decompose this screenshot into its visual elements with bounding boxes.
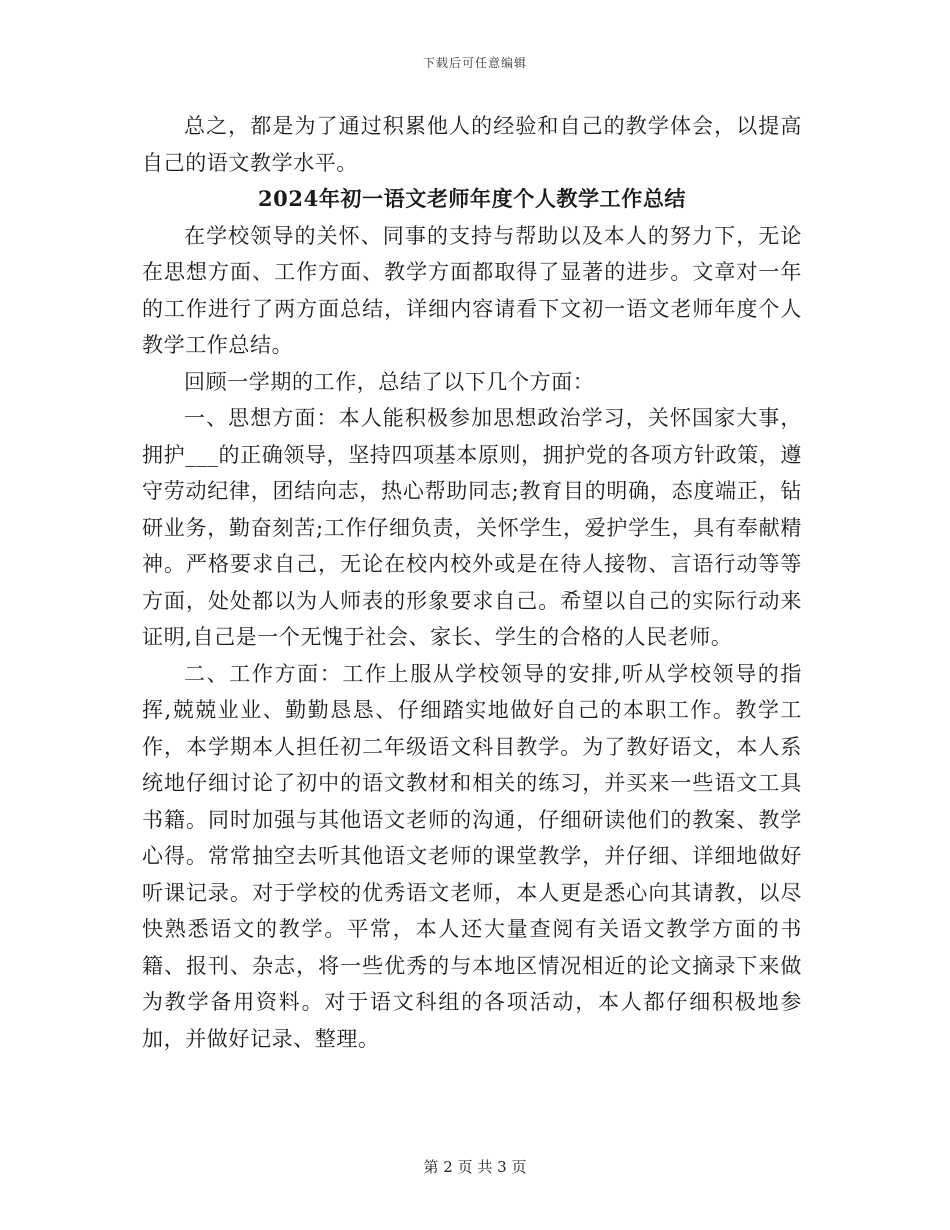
document-title: 2024年初一语文老师年度个人教学工作总结 [257, 186, 687, 211]
page-header: 下载后可任意编辑 [422, 56, 527, 70]
body-paragraph: 回顾一学期的工作，总结了以下几个方面： [184, 369, 595, 394]
page-footer: 第 2 页 共 3 页 [423, 1158, 527, 1176]
intro-paragraph: 总之，都是为了通过积累他人的经验和自己的教学体会，以提高自己的语文教学水平。 [142, 114, 802, 175]
document-body [142, 108, 802, 1057]
body-paragraph: 在学校领导的关怀、同事的支持与帮助以及本人的努力下，无论在思想方面、工作方面、教学方面都取得了显著的进步。文章对一年的工作进行了两方面总结，详细内容请看下文初一语文老师年度个人教学工作总结。 [142, 223, 802, 357]
body-paragraph: 二、工作方面：工作上服从学校领导的安排,听从学校领导的指挥,兢兢业业、勤勤恳恳、仔细踏实地做好自己的本职工作。教学工作，本学期本人担任初二年级语文科目教学。为了教好语文，本人系统地仔细讨论了初中的语文教材和相关的练习，并买来一些语文工具书籍。同时加强与其他语文老师的沟通，仔细研读他们的教案、教学心得。常常抽空去听其他语文老师的课堂教学，并仔细、详细地做好听课记录。对于学校的优秀语文老师，本人更是悉心向其请教，以尽快熟悉语文的教学。平常，本人还大量查阅有关语文教学方面的书籍、报刊、杂志，将一些优秀的与本地区情况相近的论文摘录下来做为教学备用资料。对于语文科组的各项活动，本人都仔细积极地参加，并做好记录、整理。 [142, 661, 802, 1051]
body-paragraph: 一、思想方面：本人能积极参加思想政治学习，关怀国家大事，拥护___的正确领导，坚持四项基本原则，拥护党的各项方针政策，遵守劳动纪律，团结向志，热心帮助同志;教育目的明确，态度端正，钻研业务，勤奋刻苦;工作仔细负责，关怀学生，爱护学生，具有奉献精神。严格要求自己，无论在校内校外或是在待人接物、言语行动等等方面，处处都以为人师表的形象要求自己。希望以自己的实际行动来证明,自己是一个无愧于社会、家长、学生的合格的人民老师。 [142, 406, 802, 649]
